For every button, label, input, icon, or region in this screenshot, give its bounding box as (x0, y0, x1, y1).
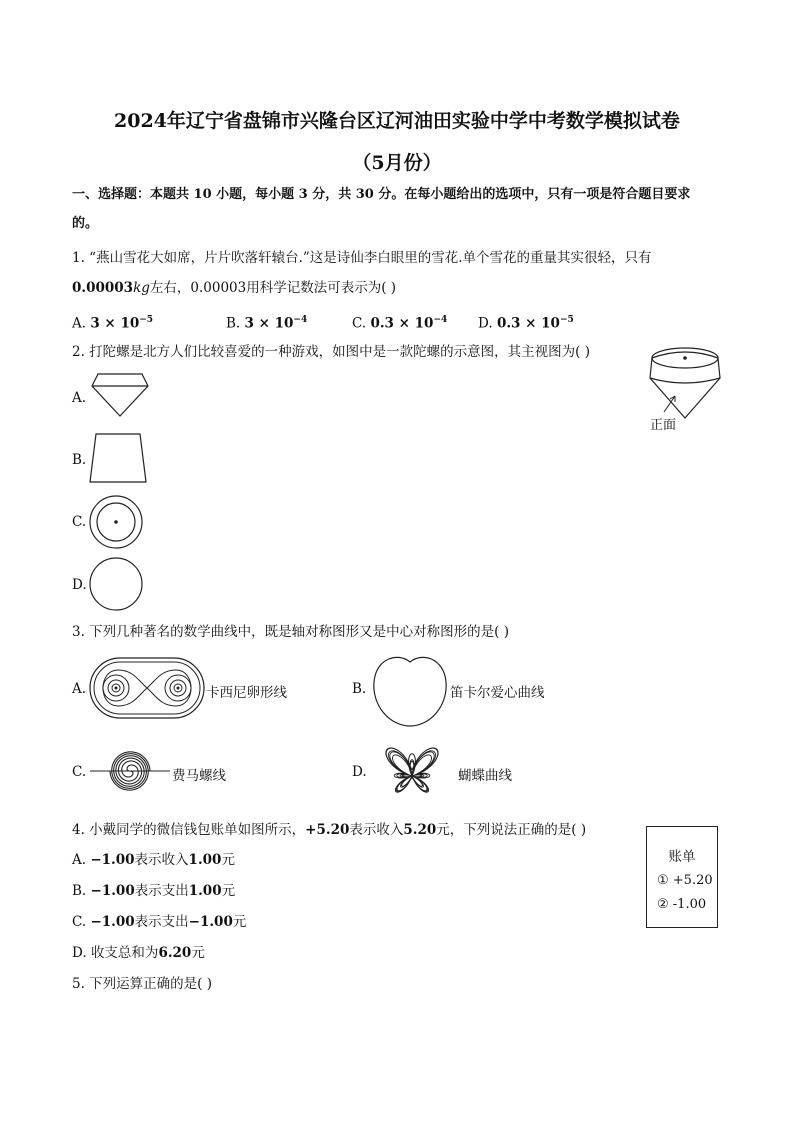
butterfly-curve-figure (370, 736, 454, 806)
q1-number: 0.00003 (72, 280, 134, 296)
option-post: 元 (221, 852, 235, 868)
q5-stem: 5. 下列运算正确的是( ) (72, 976, 212, 992)
q3-option-b-label[interactable]: B. (352, 681, 367, 697)
option-text: 表示支出 (134, 914, 189, 930)
option-num2: 1.00 (188, 852, 222, 868)
exam-subtitle: （5月份） (352, 152, 442, 174)
q4-stem-post: 元，下列说法正确的是( ) (436, 822, 587, 838)
q3-stem: 3. 下列几种著名的数学曲线中，既是轴对称图形又是中心对称图形的是( ) (72, 624, 509, 640)
q3-option-a-label[interactable]: A. (72, 681, 87, 697)
q2-option-a-label[interactable]: A. (72, 390, 87, 406)
q4-option-c[interactable] (72, 912, 246, 932)
option-post: 元 (232, 914, 247, 930)
q1-unit: kg (133, 280, 150, 296)
q4-stem-mid: 表示收入 (349, 822, 404, 838)
q4-stem-num1: +5.20 (305, 822, 350, 838)
fermat-spiral-figure (88, 736, 172, 806)
option-label: B. (226, 315, 245, 332)
option-num: −1.00 (90, 852, 135, 868)
option-num2: 6.20 (158, 945, 192, 961)
section-header: 一、选择题：本题共 10 小题，每小题 3 分，共 30 分。在每小题给出的选项中，只有一项是符合题目要求 (72, 187, 691, 202)
q3-option-a-name: 卡西尼卵形线 (206, 685, 287, 701)
option-text: 表示支出 (134, 883, 189, 899)
cardioid-figure (370, 650, 450, 730)
cassini-oval-figure (88, 656, 208, 720)
exam-title: 2024年辽宁省盘锦市兴隆台区辽河油田实验中学中考数学模拟试卷 (114, 110, 680, 132)
q3-option-c-label[interactable]: C. (72, 764, 87, 780)
option-num2: 1.00 (188, 883, 222, 899)
option-label: C. (72, 914, 91, 930)
option-label: C. (352, 315, 371, 332)
q4-option-b[interactable] (72, 881, 235, 901)
bill-title: 账单 (668, 849, 696, 865)
option-exponent: −4 (293, 315, 308, 325)
q1-option-c[interactable] (352, 310, 447, 334)
option-num: −1.00 (90, 914, 135, 930)
option-label: A. (72, 315, 91, 332)
q4-option-a[interactable] (72, 850, 235, 870)
bill-box (646, 826, 718, 928)
option-post: 元 (191, 945, 205, 961)
q4-option-d[interactable] (72, 943, 205, 963)
q2-option-b-label[interactable]: B. (72, 452, 87, 468)
option-text: 收支总和为 (90, 945, 159, 961)
q4-stem-num2: 5.20 (403, 822, 437, 838)
bill-row-2: ② -1.00 (657, 897, 707, 912)
option-post: 元 (221, 883, 236, 899)
option-base: 0.3 × 10 (496, 315, 560, 332)
option-label: B. (72, 883, 91, 899)
q3-option-c-name: 费马螺线 (172, 768, 226, 784)
option-label: D. (72, 945, 91, 961)
front-label: 正面 (650, 418, 677, 433)
q4-stem-pre: 4. 小戴同学的微信钱包账单如图所示， (72, 822, 306, 838)
q2-option-a-figure (90, 372, 150, 420)
q2-option-b-figure (88, 432, 150, 484)
q1-option-b[interactable] (226, 310, 307, 334)
option-num: −1.00 (90, 883, 135, 899)
q3-option-d-label[interactable]: D. (352, 764, 367, 780)
q2-option-c-figure (88, 494, 144, 550)
q2-stem: 2. 打陀螺是北方人们比较喜爱的一种游戏，如图中是一款陀螺的示意图，其主视图为( ) (72, 344, 590, 360)
option-exponent: −5 (139, 315, 154, 325)
option-label: D. (478, 315, 497, 332)
option-text: 表示收入 (134, 852, 189, 868)
q2-option-d-figure (88, 556, 144, 612)
q1-stem-rest: 左右，0.00003用科学记数法可表示为( ) (149, 280, 397, 296)
option-exponent: −5 (559, 315, 574, 325)
bill-row-1: ① +5.20 (657, 873, 713, 888)
q3-option-b-name: 笛卡尔爱心曲线 (450, 685, 545, 701)
option-label: A. (72, 852, 91, 868)
option-base: 3 × 10 (90, 315, 140, 332)
q3-option-d-name: 蝴蝶曲线 (458, 768, 512, 784)
option-base: 0.3 × 10 (370, 315, 434, 332)
q1-option-a[interactable] (72, 310, 153, 334)
q1-option-d[interactable] (478, 310, 574, 334)
option-exponent: −4 (433, 315, 448, 325)
q4-stem (72, 820, 586, 840)
option-num2: −1.00 (188, 914, 233, 930)
option-base: 3 × 10 (244, 315, 294, 332)
q2-option-d-label[interactable]: D. (72, 577, 87, 593)
q1-stem: 1. “燕山雪花大如席，片片吹落轩辕台.”这是诗仙李白眼里的雪花.单个雪花的重量其实很轻，只有 (72, 250, 652, 266)
q2-option-c-label[interactable]: C. (72, 514, 87, 530)
section-header-cont: 的。 (72, 216, 99, 231)
q1-stem-cont (72, 278, 396, 298)
